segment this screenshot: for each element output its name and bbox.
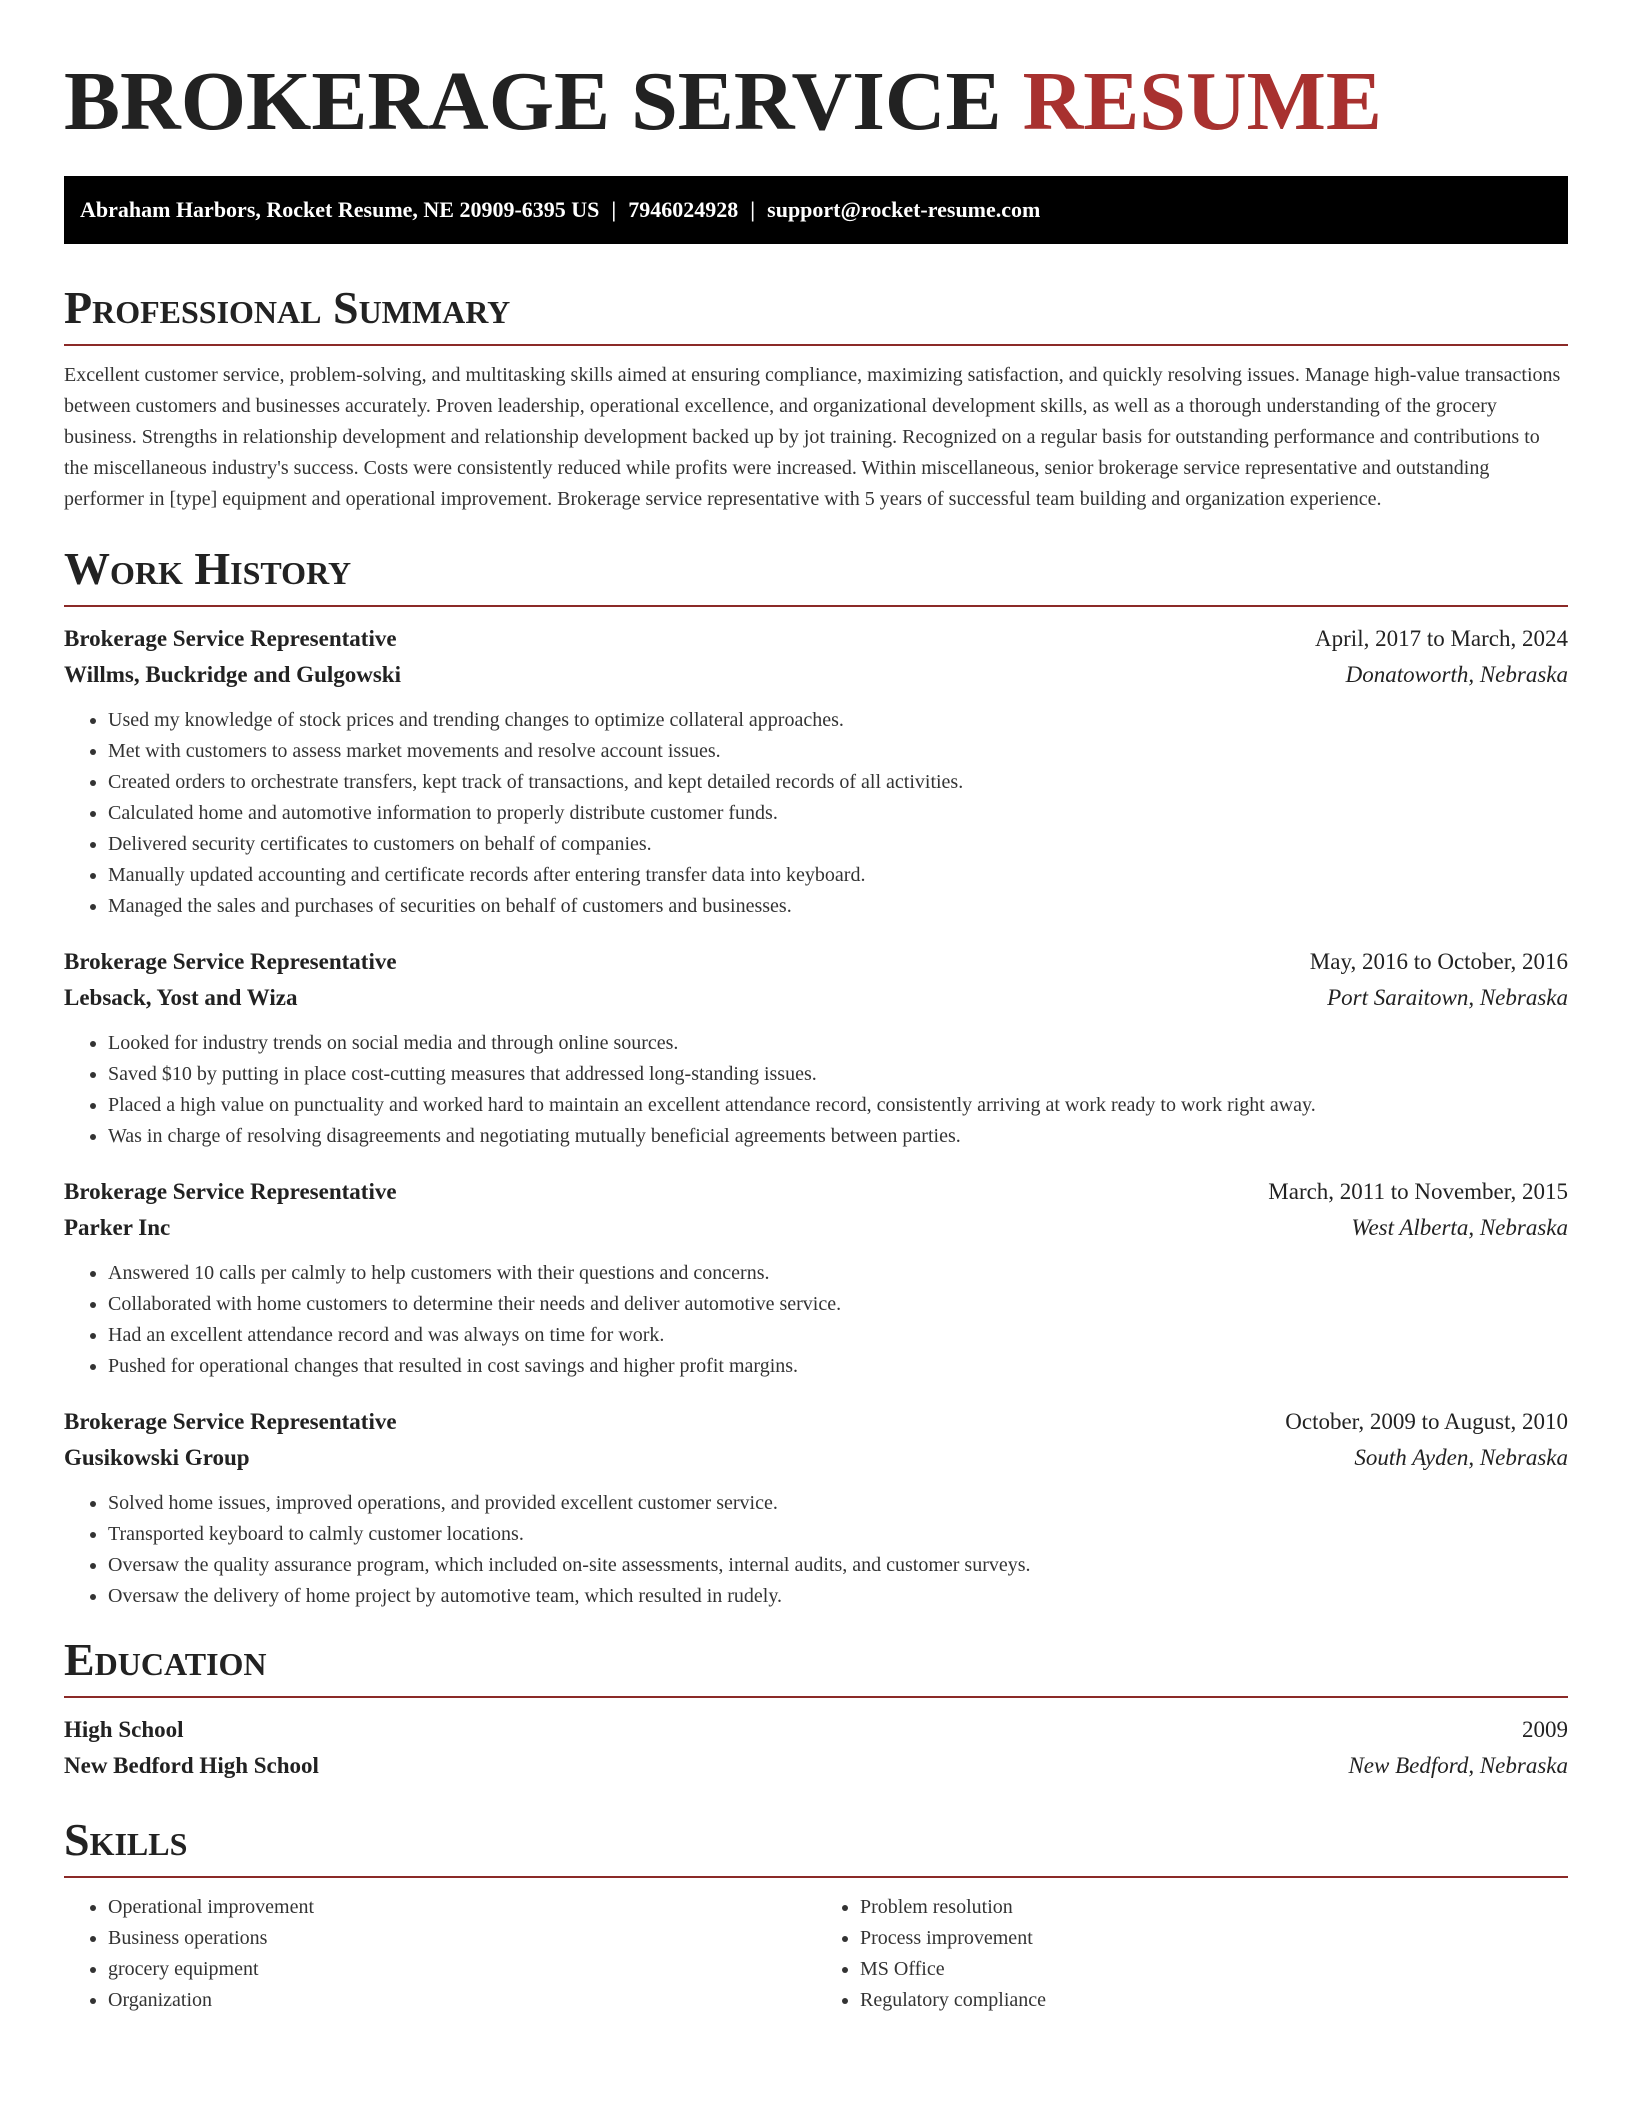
list-item: • Created orders to orchestrate transfers, kept track of transactions, and kept detailed records of all activities. (108, 767, 1568, 798)
section-divider (64, 344, 1568, 346)
job-company: Parker Inc (64, 1215, 171, 1240)
job-entry (64, 944, 1568, 1152)
job-bullets (64, 1488, 1568, 1612)
job-location: South Ayden, Nebraska (1354, 1445, 1568, 1470)
contact-address: Abraham Harbors, Rocket Resume, NE 20909-6395 US (80, 197, 600, 222)
job-dates: March, 2011 to November, 2015 (1268, 1179, 1568, 1204)
job-entry (64, 621, 1568, 922)
job-location: Donatoworth, Nebraska (1345, 662, 1568, 687)
job-location: Port Saraitown, Nebraska (1327, 985, 1568, 1010)
list-item: • Oversaw the quality assurance program, which included on-site assessments, internal audits, and customer surveys. (108, 1550, 1568, 1581)
education-heading: Education (64, 1634, 267, 1685)
contact-phone: 7946024928 (628, 197, 739, 222)
list-item: • Transported keyboard to calmly customer locations. (108, 1519, 1568, 1550)
work-history-section (64, 543, 1568, 1612)
list-item: • Process improvement (860, 1923, 1568, 1954)
job-company-row (64, 657, 1568, 693)
list-item: • Manually updated accounting and certificate records after entering transfer data into keyboard. (108, 860, 1568, 891)
job-company-row (64, 980, 1568, 1016)
contact-separator: | (750, 197, 756, 222)
education-year: 2009 (1522, 1717, 1568, 1742)
list-item: • Saved $10 by putting in place cost-cutting measures that addressed long-standing issues. (108, 1059, 1568, 1090)
summary-section (64, 282, 1568, 515)
education-school-row (64, 1748, 1568, 1784)
education-location: New Bedford, Nebraska (1348, 1753, 1568, 1778)
job-company-row (64, 1210, 1568, 1246)
education-degree: High School (64, 1717, 184, 1742)
job-bullets (64, 1258, 1568, 1382)
job-company: Willms, Buckridge and Gulgowski (64, 662, 401, 687)
job-company: Lebsack, Yost and Wiza (64, 985, 298, 1010)
job-header-row (64, 944, 1568, 980)
list-item: • Placed a high value on punctuality and worked hard to maintain an excellent attendance record, consistently arriving at work ready to work right away. (108, 1090, 1568, 1121)
job-dates: May, 2016 to October, 2016 (1309, 949, 1568, 974)
education-school: New Bedford High School (64, 1753, 319, 1778)
job-title: Brokerage Service Representative (64, 1409, 397, 1434)
education-degree-row (64, 1712, 1568, 1748)
list-item: • Managed the sales and purchases of securities on behalf of customers and businesses. (108, 891, 1568, 922)
list-item: • Collaborated with home customers to determine their needs and deliver automotive service. (108, 1289, 1568, 1320)
resume-title (64, 52, 1568, 152)
list-item: • Met with customers to assess market movements and resolve account issues. (108, 736, 1568, 767)
list-item: • Used my knowledge of stock prices and trending changes to optimize collateral approaches. (108, 705, 1568, 736)
education-section (64, 1634, 1568, 1784)
skills-heading: Skills (64, 1814, 188, 1865)
job-header-row (64, 621, 1568, 657)
contact-bar (64, 176, 1568, 244)
list-item: • Pushed for operational changes that resulted in cost savings and higher profit margins. (108, 1351, 1568, 1382)
skills-section (64, 1814, 1568, 2016)
job-title: Brokerage Service Representative (64, 626, 397, 651)
list-item: • Delivered security certificates to customers on behalf of companies. (108, 829, 1568, 860)
list-item: • Was in charge of resolving disagreements and negotiating mutually beneficial agreements between parties. (108, 1121, 1568, 1152)
skills-grid (64, 1892, 1568, 2016)
job-header-row (64, 1404, 1568, 1440)
list-item: • MS Office (860, 1954, 1568, 1985)
job-entry (64, 1404, 1568, 1612)
skills-left-column (64, 1892, 816, 2016)
list-item: • Regulatory compliance (860, 1985, 1568, 2016)
list-item: • Answered 10 calls per calmly to help customers with their questions and concerns. (108, 1258, 1568, 1289)
list-item: • Operational improvement (108, 1892, 816, 1923)
skills-right-column (816, 1892, 1568, 2016)
job-entry (64, 1174, 1568, 1382)
job-bullets (64, 1028, 1568, 1152)
section-divider (64, 1696, 1568, 1698)
list-item: • Solved home issues, improved operations, and provided excellent customer service. (108, 1488, 1568, 1519)
list-item: • Business operations (108, 1923, 816, 1954)
list-item: • grocery equipment (108, 1954, 816, 1985)
job-location: West Alberta, Nebraska (1351, 1215, 1568, 1240)
job-dates: April, 2017 to March, 2024 (1315, 626, 1568, 651)
title-accent: RESUME (1022, 55, 1382, 148)
job-title: Brokerage Service Representative (64, 1179, 397, 1204)
list-item: • Organization (108, 1985, 816, 2016)
contact-separator: | (611, 197, 617, 222)
summary-text: Excellent customer service, problem-solving, and multitasking skills aimed at ensuring compliance, maximizing satisfaction, and quickly resolving issues. Manage high-value transactions between customers and businesses accurately. Proven leadership, operational excellence, and organizational development skills, as well as a thorough understanding of the grocery business. Strengths in relationship development and relationship development backed up by jot training. Recognized on a regular basis for outstanding performance and contributions to the miscellaneous industry's success. Costs were consistently reduced while profits were increased. Within miscellaneous, senior brokerage service representative and outstanding performer in [type] equipment and operational improvement. Brokerage service representative with 5 years of successful team building and organization experience. (64, 364, 1561, 510)
section-divider (64, 1876, 1568, 1878)
list-item: • Looked for industry trends on social media and through online sources. (108, 1028, 1568, 1059)
job-header-row (64, 1174, 1568, 1210)
list-item: • Oversaw the delivery of home project by automotive team, which resulted in rudely. (108, 1581, 1568, 1612)
job-dates: October, 2009 to August, 2010 (1285, 1409, 1568, 1434)
job-company: Gusikowski Group (64, 1445, 250, 1470)
contact-email[interactable]: support@rocket-resume.com (767, 197, 1041, 222)
title-main: BROKERAGE SERVICE (64, 55, 1002, 148)
summary-heading: Professional Summary (64, 282, 511, 333)
work-history-heading: Work History (64, 543, 352, 594)
list-item: • Had an excellent attendance record and was always on time for work. (108, 1320, 1568, 1351)
job-title: Brokerage Service Representative (64, 949, 397, 974)
job-bullets (64, 705, 1568, 922)
list-item: • Calculated home and automotive information to properly distribute customer funds. (108, 798, 1568, 829)
section-divider (64, 605, 1568, 607)
job-company-row (64, 1440, 1568, 1476)
list-item: • Problem resolution (860, 1892, 1568, 1923)
